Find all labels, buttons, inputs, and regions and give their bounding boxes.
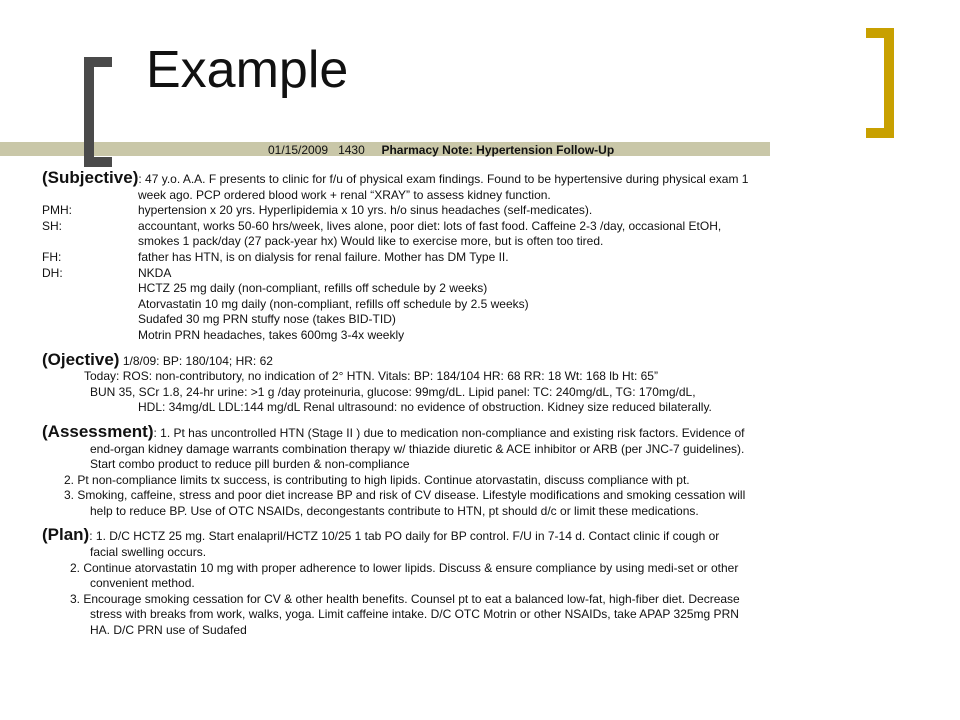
objective-line: BUN 35, SCr 1.8, 24-hr urine: >1 g /day proteinuria, glucose: 99mg/dL. Lipid panel: TC: 240mg/dL, TG: 170mg/dL, [90,384,696,399]
pmh-text: hypertension x 20 yrs. Hyperlipidemia x 10 yrs. h/o sinus headaches (self-medicates). [138,203,593,218]
subjective-heading: (Subjective) [42,168,139,187]
soap-note [42,170,942,639]
dh-item: NKDA [138,265,172,280]
section-gap [42,519,942,527]
plan-line: facial swelling occurs. [90,545,207,560]
sh-label: SH: [42,218,63,233]
fh-row [42,250,942,266]
sh-row [42,219,942,235]
slide-title: Example [146,41,349,99]
plan-item: 2. Continue atorvastatin 10 mg with proper adherence to lower lipids. Discuss & ensure compliance by using medi-set or other [70,560,739,575]
left-bracket-decoration [84,57,112,167]
objective-line: HDL: 34mg/dL LDL:144 mg/dL Renal ultrasound: no evidence of obstruction. Kidney size reduced bilaterally. [138,400,712,415]
assessment-item: 2. Pt non-compliance limits tx success, is contributing to high lipids. Continue atorvastatin, discuss compliance with pt. [64,472,690,487]
objective-line: Today: ROS: non-contributory, no indication of 2° HTN. Vitals: BP: 184/104 HR: 68 RR: 18 Wt: 168 lb Ht: 65” [84,369,658,384]
objective-heading: (Ojective) [42,349,120,369]
dh-item: Motrin PRN headaches, takes 600mg 3-4x weekly [138,327,405,342]
plan-heading: (Plan) [42,525,90,545]
subjective-line: week ago. PCP ordered blood work + renal “XRAY” to assess kidney function. [138,187,551,202]
assessment-line: end-organ kidney damage warrants combination therapy w/ thiazide diuretic & ACE inhibitor or ARB (per JNC-7 guidelines). [90,441,745,456]
plan-item: 3. Encourage smoking cessation for CV & other health benefits. Counsel pt to eat a balanced low-fat, high-fiber diet. Decrease [70,591,740,606]
pmh-row [42,203,942,219]
plan-item: convenient method. [90,576,195,591]
plan-item: stress with breaks from work, walks, yoga. Limit caffeine intake. D/C OTC Motrin or other NSAIDs, take APAP 325mg PRN [90,607,739,622]
dh-item: Sudafed 30 mg PRN stuffy nose (takes BID-TID) [138,312,396,327]
assessment-heading: (Assessment) [42,421,154,441]
plan-section [42,527,942,545]
right-bracket-decoration [866,28,894,138]
section-gap [42,344,942,352]
sh-text: accountant, works 50-60 hrs/week, lives alone, poor diet: lots of fast food. Caffeine 2-3 /day, occasional EtOH, [138,218,722,233]
pmh-label: PMH: [42,203,72,218]
assessment-line: Start combo product to reduce pill burden & non-compliance [90,457,410,472]
dh-label: DH: [42,265,63,280]
dh-row [42,266,942,282]
section-gap [42,416,942,424]
subjective-section [42,170,942,188]
plan-line: : 1. D/C HCTZ 25 mg. Start enalapril/HCTZ 10/25 1 tab PO daily for BP control. F/U in 7-14 d. Contact clinic if cough or [89,529,720,544]
note-date: 01/15/2009 [268,143,329,157]
sh-text: smokes 1 pack/day (27 pack-year hx) Would like to exercise more, but is often too tired. [138,234,604,249]
subjective-line: : 47 y.o. A.A. F presents to clinic for f/u of physical exam findings. Found to be hypertensive during physical exam 1 [138,172,749,186]
fh-text: father has HTN, is on dialysis for renal failure. Mother has DM Type II. [138,249,509,264]
assessment-item: 3. Smoking, caffeine, stress and poor diet increase BP and risk of CV disease. Lifestyle modifications and smoking cessation will [64,488,746,503]
fh-label: FH: [42,249,62,264]
note-header [268,143,614,157]
dh-item: HCTZ 25 mg daily (non-compliant, refills off schedule by 2 weeks) [138,281,488,296]
objective-line: 1/8/09: BP: 180/104; HR: 62 [119,353,273,368]
note-time: 1430 [338,143,365,157]
assessment-section [42,421,942,442]
assessment-line: : 1. Pt has uncontrolled HTN (Stage II ) due to medication non-compliance and existing risk factors. Evidence of [153,425,745,440]
plan-item: HA. D/C PRN use of Sudafed [90,623,247,638]
assessment-item: help to reduce BP. Use of OTC NSAIDs, decongestants contribute to HTN, pt should d/c or limit these medications. [90,503,699,518]
objective-section [42,349,942,370]
dh-item: Atorvastatin 10 mg daily (non-compliant, refills off schedule by 2.5 weeks) [138,296,529,311]
note-title: Pharmacy Note: Hypertension Follow-Up [381,143,615,157]
